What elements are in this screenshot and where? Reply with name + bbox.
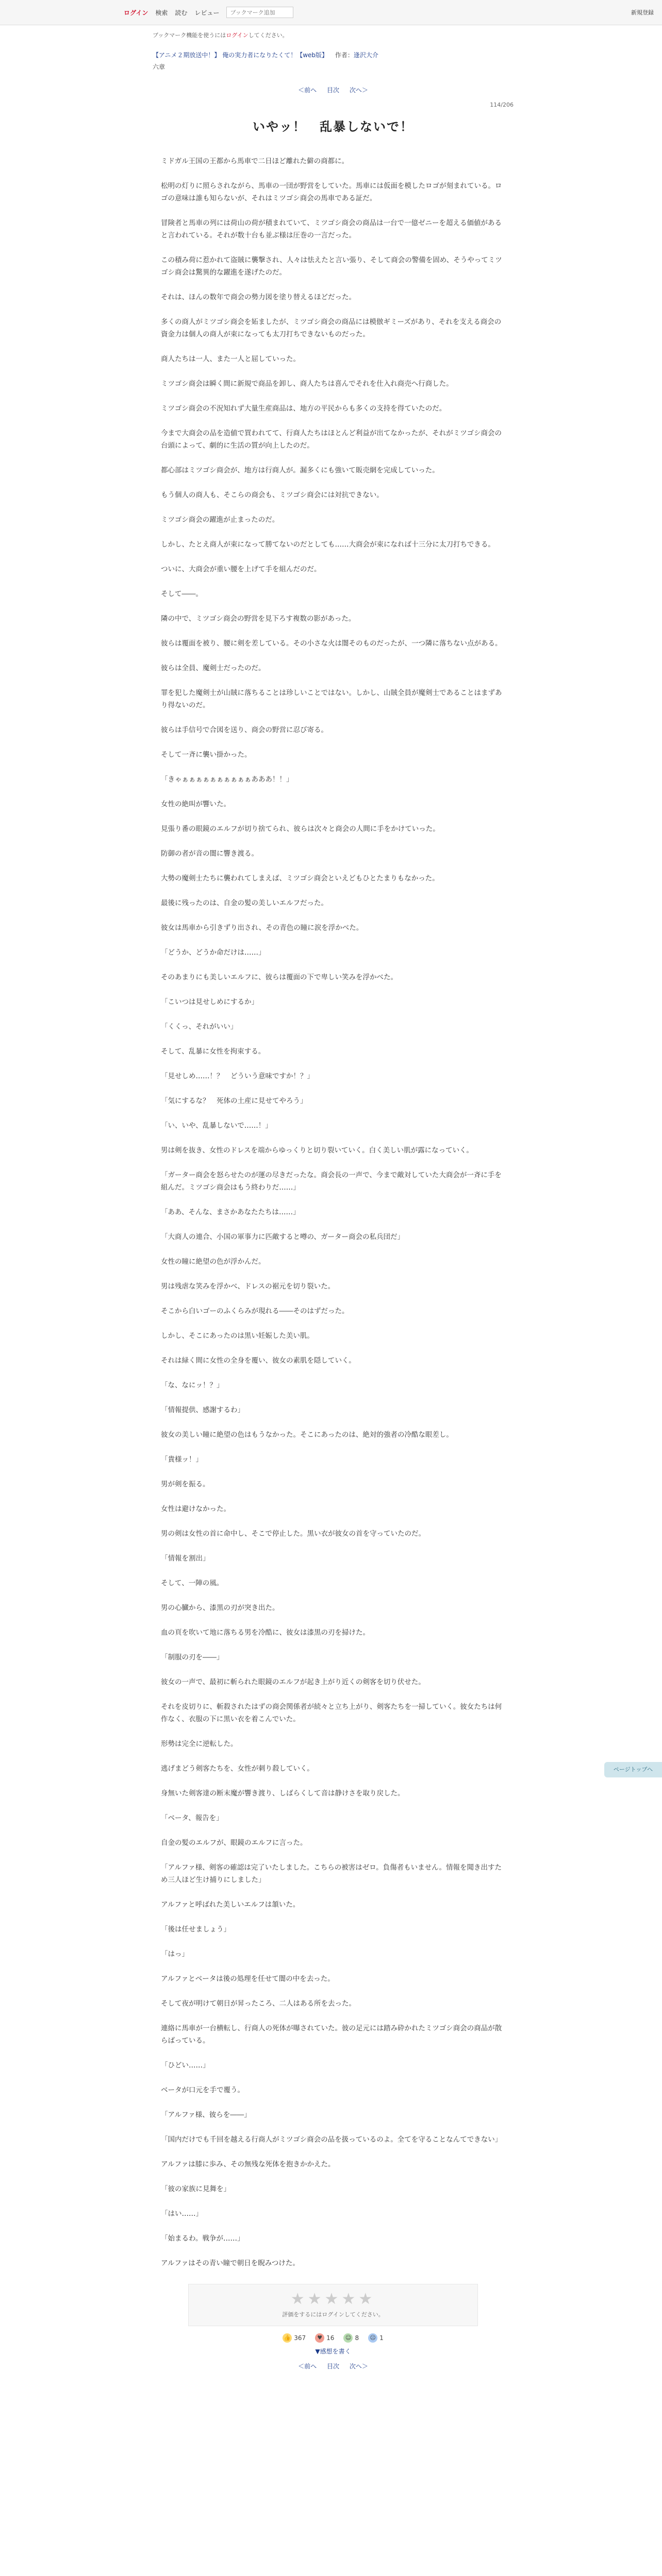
novel-content [153,31,514,2378]
next-page-link[interactable]: 次へ＞ [349,87,368,94]
paragraph: 最後に残ったのは、自金の髪の美しいエルフだった。 [161,899,328,907]
index-link[interactable]: 目次 [326,87,339,94]
laugh-icon: ☺ [343,2333,353,2343]
bookmark-login-link[interactable]: ログイン [226,32,249,39]
paragraph: それは、ほんの数年で商会の勢力図を塗り替えるほどだった。 [161,293,356,301]
paragraph: 「くくっ、それがいい」 [161,1023,238,1031]
paragraph: ミツゴシ商会の躍進が止まったのだ。 [161,516,279,524]
reactions-bar [153,2333,514,2343]
paragraph: 彼らは手信号で合図を送り、商会の野営に忍び寄る。 [161,726,328,734]
ranking-link[interactable]: 読む [175,9,188,16]
paragraph: 「ガーター商会を怒らせたのが運の尽きだったな。商会長の一声で、今まで敵対していた大商会が一斉に手を組んだ。ミツゴシ商会はもう終わりだ……」 [161,1171,502,1192]
paragraph: 今まで大商会の品を造値で買われてて、行商人たちはほとんど利益が出てなかったが、それがミツゴシ商会の台頭によって、劇的に生活の質が向上したのだ。 [161,429,502,450]
paragraph: 形勢は完全に逆転した。 [161,1740,238,1748]
paragraph: 多くの商人がミツゴシ商会を妬ましたが、ミツゴシ商会の商品には模倣ギミーズがあり、それを支える商会の資金力は個人の商人が束になっても太刀打ちできないものだった。 [161,318,502,338]
reaction-item[interactable] [315,2333,334,2343]
paragraph: 大勢の魔剣士たちに襲われてしまえば、ミツゴシ商会といえどもひとたまりもなかった。 [161,874,439,883]
paragraph: しかし、たとえ商人が束になって勝てないのだとしても……大商会が束になれば十三分に太刀打ちできる。 [161,540,495,549]
paragraph: 「い、いや、乱暴しないで……！」 [161,1122,272,1130]
paragraph: 「情報提供、感謝するわ」 [161,1406,244,1414]
paragraph: しかし、そこにあったのは黒い妊娠した美い肌。 [161,1332,314,1340]
next-page-link-bottom[interactable]: 次へ＞ [349,2363,368,2370]
page-number: 114/206 [490,101,514,108]
heart-icon: ♥ [315,2333,324,2343]
search-input[interactable] [226,7,293,18]
rating-stars[interactable]: ★★★★★ [290,2290,376,2308]
paragraph: ミツゴシ商会は瞬く間に新規で商品を卸し、商人たちは喜んでそれを仕入れ商売へ行商した。 [161,380,453,388]
review-link[interactable]: レビュー [194,9,220,16]
paragraph: 男の剣は女性の首に命中し、そこで停止した。黒い衣が彼女の首を守っていたのだ。 [161,1530,425,1538]
search-link[interactable]: 検索 [155,9,168,16]
paragraph: 「な、なにッ！？」 [161,1381,224,1389]
paragraph: そして一斉に襲い掛かった。 [161,751,252,759]
paragraph: アルファとベータは後の処理を任せて闇の中を去った。 [161,1975,335,1983]
prev-page-link-bottom[interactable]: ＜前へ [298,2363,317,2370]
paragraph: アルファは膝に歩み、その無残な死体を抱きかかえた。 [161,2160,335,2168]
paragraph: 「ひどい……」 [161,2061,210,2070]
paragraph: 彼らは全員、魔剣士だったのだ。 [161,664,266,672]
paragraph: 身無いた剣客達の断末魔が響き渡り、しばらくして音は静けさを取り戻した。 [161,1789,405,1798]
reaction-count: 16 [326,2334,335,2342]
paragraph: 罪を犯した魔剣士が山賊に落ちることは珍しいことではない。しかし、山賊全員が魔剣士であることはまずあり得ないのだ。 [161,689,502,709]
paragraph: 「アルファ様、彼らを――」 [161,2111,251,2119]
paragraph: 都心部はミツゴシ商会が、地方は行商人が。漏多くにも強いて販売網を完成していった。 [161,466,439,474]
paragraph: 彼らは覆面を被り、腰に剣を差している。その小さな火は闇そのものだったが、一つ隣に落ちない点がある。 [161,639,502,648]
paragraph: この積み荷に惹かれて盗賊に襲撃され、人々は怯えたと言い張り、そして商会の警備を固め、そうやってミツゴシ商会は驚異的な躍進を遂げたのだ。 [161,256,502,277]
prev-page-link[interactable]: ＜前へ [298,87,317,94]
paragraph: 商人たちは一人、また一人と屈していった。 [161,355,300,363]
pager-top [153,86,514,94]
paragraph: 女性の絶叫が響いた。 [161,800,230,808]
paragraph: そして、乱暴に女性を拘束する。 [161,1047,266,1056]
paragraph: そこから白いゴーのふくらみが現れる――そのはずだった。 [161,1307,349,1315]
paragraph: 松明の灯りに照らされながら、馬車の一団が野営をしていた。馬車には仮面を模したロゴが刻まれている。ロゴの意味は誰も知らないが、それはミツゴシ商会の馬車である証だ。 [161,182,502,202]
paragraph: アルファと呼ばれた美しいエルフは頷いた。 [161,1901,300,1909]
paragraph: 「制服の刃を――」 [161,1653,224,1662]
paragraph: 男は剣を抜き、女性のドレスを端からゆっくりと切り裂いていく。白く美しい肌が露になっていく。 [161,1146,473,1155]
paragraph: 見張り番の眼鏡のエルフが切り捨てられ、彼らは次々と商会の人間に手をかけていった。 [161,825,440,833]
write-review-link[interactable]: ▼感想を書く [315,2348,351,2355]
paragraph: 「始まるわ。戦争が……」 [161,2234,244,2243]
paragraph: ベータが口元を手で覆う。 [161,2086,244,2094]
reaction-item[interactable] [368,2333,384,2343]
bookmark-note [153,31,514,39]
reaction-item[interactable] [343,2333,359,2343]
paragraph: 「情報を割出」 [161,1554,210,1563]
paragraph: 血の頁を吹いて地に落ちる男を冷酷に、彼女は漆黒の刃を掃けた。 [161,1629,370,1637]
paragraph: 「はい……」 [161,2210,203,2218]
paragraph: 防御の者が音の闇に響き渡る。 [161,850,258,858]
paragraph: そのあまりにも美しいエルフに、彼らは覆面の下で卑しい笑みを浮かべた。 [161,973,398,981]
paragraph: 連絡に馬車が一台横転し、行商人の死体が曝されていた。彼の足元には踏み砕かれたミツゴシ商会の商品が散らばっている。 [161,2024,502,2045]
paragraph: 「後は任せましょう」 [161,1925,230,1934]
rating-note: 評価をするにはログインしてください。 [282,2311,384,2318]
paragraph: 女性は避けなかった。 [161,1505,230,1513]
paragraph: 隣の中で、ミツゴシ商会の野営を見下ろす複数の影があった。 [161,615,356,623]
paragraph: 冒険者と馬車の列には荷山の荷が積まれていて、ミツゴシ商会の商品は一台で一億ゼニーを超える価値があると言われている。それが数十台も並ぶ様は圧巻の一言だった。 [161,219,502,240]
paragraph: 逃げまどう剣客たちを、女性が刺り殺していく。 [161,1765,314,1773]
paragraph: 「こいつは見せしめにするか」 [161,998,258,1006]
paragraph: ミツゴシ商会の不況知れず大量生産商品は、地方の平民からも多くの支持を得ていたのだ。 [161,404,446,413]
paragraph: 男が剣を振る。 [161,1480,210,1488]
reaction-count: 367 [294,2334,306,2342]
reaction-count: 1 [379,2334,384,2342]
chapter-body [153,155,514,2269]
paragraph: そして――。 [161,590,203,598]
paragraph: ミドガル王国の王都から馬車で二日ほど離れた僻の商都に。 [161,157,349,165]
paragraph: 「国内だけでも千回を越える行商人がミツゴシ商会の品を扱っているのよ。全てを守ることなんてできない」 [161,2136,502,2144]
paragraph: 女性の瞳に絶望の色が浮かんだ。 [161,1258,266,1266]
series-line [153,50,514,59]
paragraph: 「気にするな？ 死体の土産に見せてやろう」 [161,1097,307,1105]
paragraph: 「きゃぁぁぁぁぁぁぁぁぁぁあああ！！」 [161,775,293,784]
index-link-bottom[interactable]: 目次 [326,2363,339,2370]
paragraph: 「貴様ッ！」 [161,1455,203,1464]
paragraph: もう個人の商人も、そこらの商会も、ミツゴシ商会には対抗できない。 [161,491,384,499]
series-title-link[interactable]: 【アニメ２期放送中！】 俺の実力者になりたくて！【web版】 [153,52,328,59]
paragraph: 「見せしめ……！？ どういう意味ですか！？」 [161,1072,314,1080]
bookmark-note-prefix: ブックマーク機能を使うには [153,32,226,39]
reaction-count: 8 [355,2334,359,2342]
reaction-item[interactable] [283,2333,306,2343]
paragraph: そして夜が明けて朝日が昇ったころ、二人はある所を去った。 [161,1999,356,2008]
new-registration-link[interactable]: 新規登録 [631,9,654,16]
chapter-title: いやッ！ 乱暴しないで！ [253,120,413,134]
paragraph: 男の心臓から、漆黒の刃が突き出た。 [161,1604,279,1612]
paragraph: ついに、大商会が重い腰を上げて手を組んだのだ。 [161,565,321,573]
page-top-button[interactable]: ページトップへ [604,1762,662,1777]
paragraph: 「ベータ、報告を」 [161,1814,223,1822]
paragraph: 「大商人の連合、小国の軍事力に匹敵すると噂の、ガーター商会の私兵団だ」 [161,1233,404,1241]
paragraph: 「ああ、そんな、まさかあなたたちは……」 [161,1208,300,1216]
paragraph: 彼女の一声で、最初に斬られた眼鏡のエルフが起き上がり近くの剣客を切り伏せた。 [161,1678,425,1686]
pager-bottom [153,2362,514,2370]
paragraph: 「はっ」 [161,1950,189,1958]
paragraph: 彼女は馬車から引きずり出され、その青色の瞳に涙を浮かべた。 [161,924,363,932]
paragraph: 「どうか、どうか命だけは……」 [161,948,266,957]
bookmark-note-suffix: してください。 [248,32,288,39]
paragraph: そして、一陣の風。 [161,1579,224,1587]
paragraph: 自金の髪のエルフが、眼鏡のエルフに言った。 [161,1839,307,1847]
paragraph: 男は残虐な笑みを浮かべ、ドレスの裾元を切り裂いた。 [161,1282,335,1291]
author-link[interactable]: 逢沢大介 [353,52,378,59]
login-link[interactable]: ログイン [124,9,148,16]
paragraph: アルファはその青い瞳で朝日を睨みつけた。 [161,2259,300,2267]
paragraph: 「アルファ様、剣客の確認は完了いたしました。こちらの被害はゼロ。負傷者もいません。情報を聞き出すため三人ほど生け捕りにしました」 [161,1863,502,1884]
chapter-group-label: 六章 [153,63,166,71]
top-navigation-items [124,0,293,25]
paragraph: 「彼の家族に見舞を」 [161,2185,230,2193]
cry-icon: ☹ [368,2333,377,2343]
top-navigation-bar [0,0,662,25]
paragraph: それは緑く間に女性の全身を覆い、彼女の素肌を隠していく。 [161,1357,356,1365]
rating-box [188,2284,478,2326]
paragraph: それを皮切りに、斬殺されたはずの商会関係者が続々と立ち上がり、剣客たちを一掃していく。彼女たちは何作なく、衣服の下に黒い衣を着こんでいた。 [161,1703,502,1723]
thumbs-up-icon: 👍 [283,2333,292,2343]
paragraph: 彼女の美しい瞳に絶望の色はもうなかった。そこにあったのは、絶対的強者の冷酷な眼差し。 [161,1431,453,1439]
author-label: 作者： [335,52,354,59]
